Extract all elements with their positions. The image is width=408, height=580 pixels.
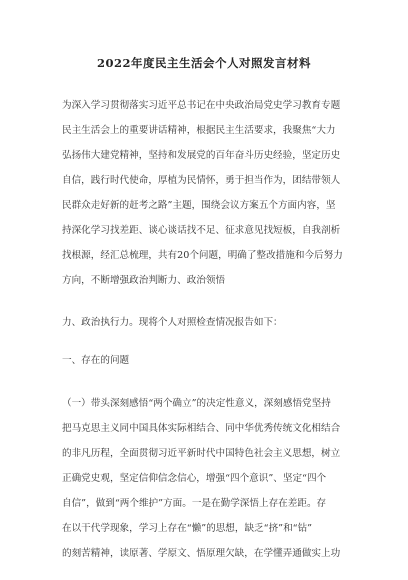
paragraph-line: 力、政治执行力。现将个人对照检查情况报告如下：: [62, 317, 283, 328]
paragraph-line: （一）带头深刻感悟“两个确立”的决定性意义，深刻感悟党坚持: [62, 398, 331, 409]
paragraph-line: 自信”，做到“两个维护”方面。一是在勤学深悟上存在差距。存: [62, 498, 327, 509]
paragraph-line: 的非凡历程，全面贯彻习近平新时代中国特色社会主义思想，树立: [62, 448, 341, 459]
paragraph-line: 正确党史观，坚定信仰信念信心，增强“四个意识”、坚定“四个: [62, 473, 327, 484]
paragraph-line: 持深化学习找差距、谈心谈话找不足、征求意见找短板，自我剖析: [62, 225, 341, 236]
paragraph-line: 为深入学习贯彻落实习近平总书记在中央政治局党史学习教育专题: [62, 100, 341, 111]
paragraph-line: 在以干代学现象，学习上存在“懒”的思想，缺乏“挤”和“钻”: [62, 523, 313, 534]
document-title: 2022年度民主生活会个人对照发言材料: [96, 56, 311, 70]
paragraph-line: 找根源，经汇总梳理，共有20个问题，明确了整改措施和今后努力: [62, 250, 343, 261]
paragraph-line: 把马克思主义同中国具体实际相结合、同中华优秀传统文化相结合: [62, 423, 341, 434]
paragraph-line: 民群众走好新的赶考之路”主题，围绕会议方案五个方面内容，坚: [62, 200, 336, 211]
section-heading: 一、存在的问题: [62, 355, 130, 366]
paragraph-line: 的刻苦精神，读原著、学原文、悟原理欠缺，在学懂弄通做实上功: [62, 548, 341, 559]
paragraph-line: 民主生活会上的重要讲话精神，根据民主生活要求，我聚焦“大力: [62, 125, 336, 136]
paragraph-line: 自信，践行时代使命，厚植为民情怀，勇于担当作为，团结带领人: [62, 175, 341, 186]
paragraph-line: 弘扬伟大建党精神，坚持和发展党的百年奋斗历史经验，坚定历史: [62, 150, 341, 161]
paragraph-line: 方向，不断增强政治判断力、政治领悟: [62, 275, 226, 286]
